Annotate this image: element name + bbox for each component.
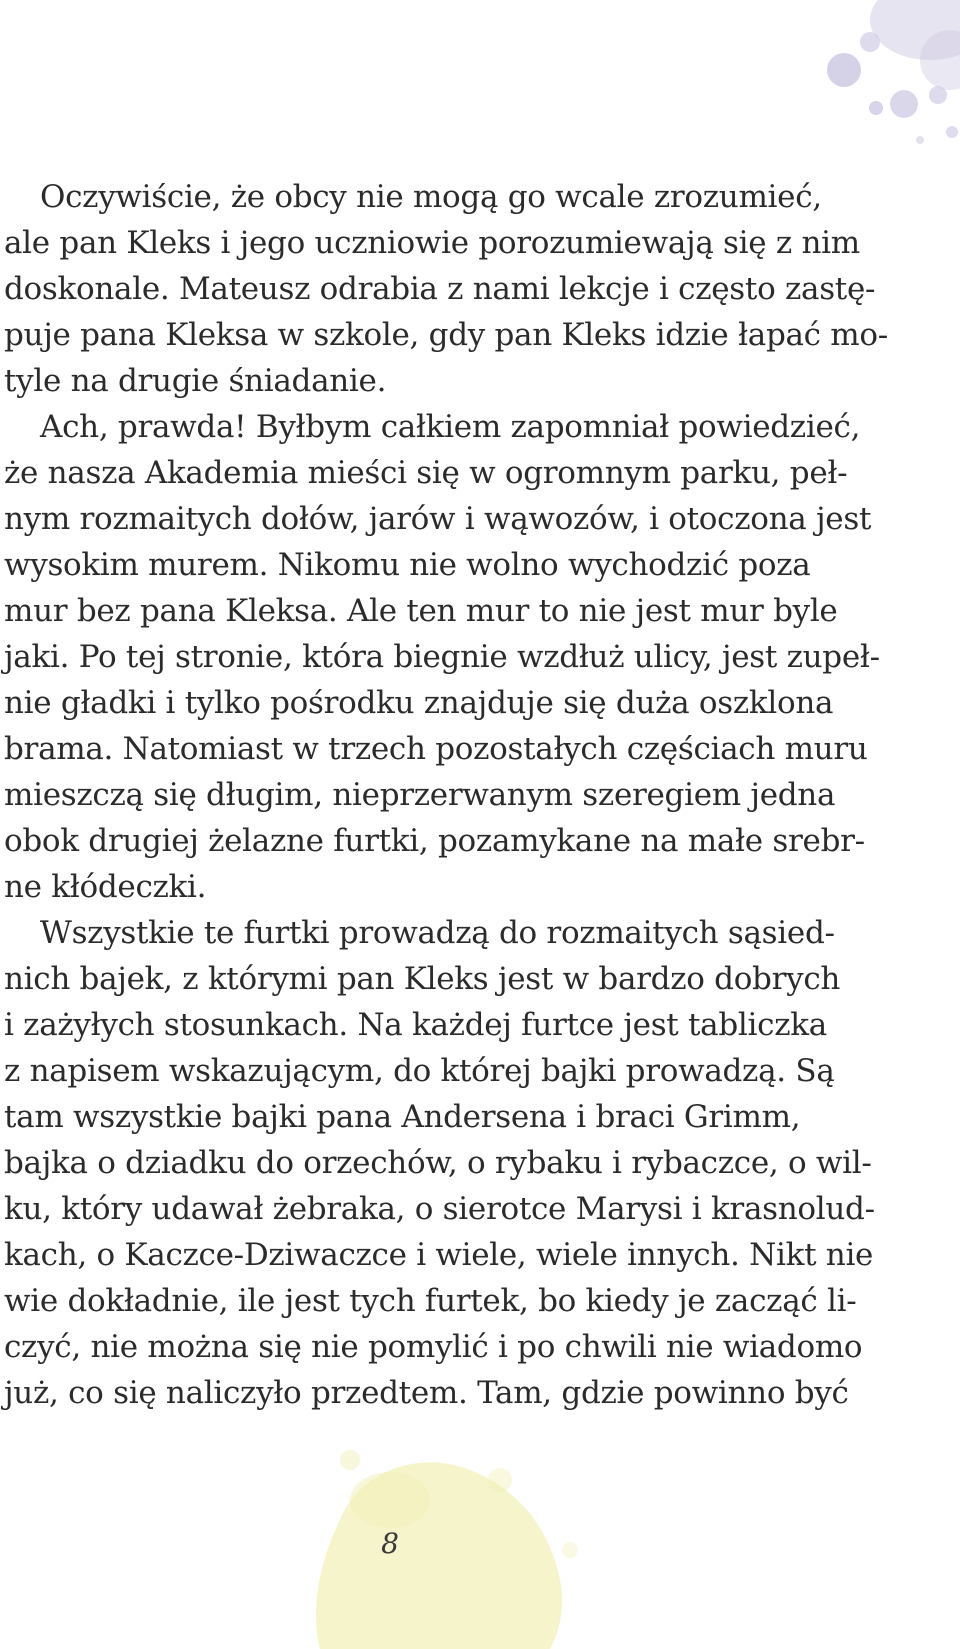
text-line: czyć, nie można się nie pomylić i po chwili nie wiadomo [4, 1329, 863, 1365]
text-line: puje pana Kleksa w szkole, gdy pan Kleks idzie łapać mo- [4, 317, 888, 353]
watercolor-splash-bottom [300, 1440, 600, 1649]
text-line: wie dokładnie, ile jest tych furtek, bo kiedy je zacząć li- [4, 1283, 857, 1319]
text-line: wysokim murem. Nikomu nie wolno wychodzić poza [4, 547, 811, 583]
text-line: tam wszystkie bajki pana Andersena i braci Grimm, [4, 1099, 801, 1135]
text-line: Wszystkie te furtki prowadzą do rozmaitych sąsied- [40, 915, 835, 951]
text-line: że nasza Akademia mieści się w ogromnym parku, peł- [4, 455, 848, 491]
text-line: już, co się naliczyło przedtem. Tam, gdzie powinno być [4, 1375, 849, 1411]
text-line: brama. Natomiast w trzech pozostałych częściach muru [4, 731, 868, 767]
text-line: kach, o Kaczce-Dziwaczce i wiele, wiele innych. Nikt nie [4, 1237, 874, 1273]
text-line: z napisem wskazującym, do której bajki prowadzą. Są [4, 1053, 835, 1089]
text-line: Oczywiście, że obcy nie mogą go wcale zrozumieć, [40, 179, 822, 215]
text-line: jaki. Po tej stronie, która biegnie wzdłuż ulicy, jest zupeł- [4, 639, 880, 675]
text-line: obok drugiej żelazne furtki, pozamykane na małe srebr- [4, 823, 865, 859]
text-line: Ach, prawda! Byłbym całkiem zapomniał powiedzieć, [40, 409, 861, 445]
text-line: bajka o dziadku do orzechów, o rybaku i rybaczce, o wil- [4, 1145, 872, 1181]
text-line: ale pan Kleks i jego uczniowie porozumiewają się z nim [4, 225, 860, 261]
text-line: ne kłódeczki. [4, 869, 207, 905]
text-line: doskonale. Mateusz odrabia z nami lekcje i często zastę- [4, 271, 876, 307]
text-line: mur bez pana Kleksa. Ale ten mur to nie jest mur byle [4, 593, 838, 629]
watercolor-splash-top [700, 0, 960, 170]
text-line: ku, który udawał żebraka, o sierotce Marysi i krasnolud- [4, 1191, 875, 1227]
text-line: mieszczą się długim, nieprzerwanym szeregiem jedna [4, 777, 836, 813]
text-line: tyle na drugie śniadanie. [4, 363, 387, 399]
text-line: nie gładki i tylko pośrodku znajduje się duża oszklona [4, 685, 834, 721]
text-line: nich bajek, z którymi pan Kleks jest w bardzo dobrych [4, 961, 841, 997]
text-line: i zażyłych stosunkach. Na każdej furtce jest tabliczka [4, 1007, 827, 1043]
body-text [4, 174, 888, 1416]
text-line: nym rozmaitych dołów, jarów i wąwozów, i otoczona jest [4, 501, 872, 537]
page-number: 8 [381, 1527, 399, 1560]
